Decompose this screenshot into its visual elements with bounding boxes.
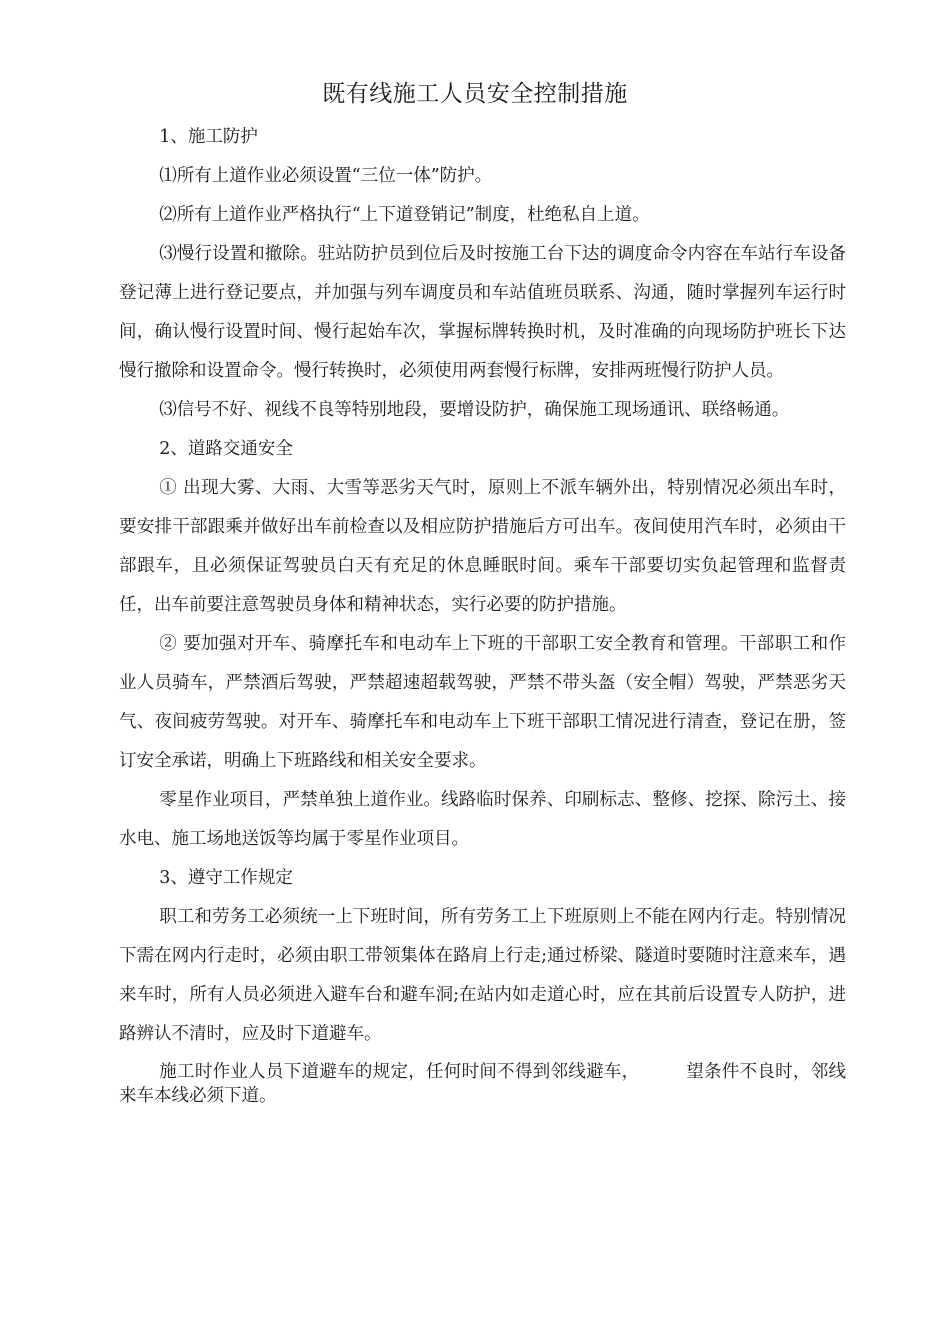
document-body	[119, 118, 846, 1108]
paragraph: 职工和劳务工必须统一上下班时间，所有劳务工上下班原则上不能在网内行走。特别情况下需在网内行走时，必须由职工带领集体在路肩上行走;通过桥梁、隧道时要随时注意来车，遇来车时，所有人员必须进入避车台和避车洞;在站内如走道心时，应在其前后设置专人防护，进路辨认不清时，应及时下道避车。	[119, 907, 846, 1044]
paragraph: ⑶信号不好、视线不良等特别地段，要增设防护，确保施工现场通讯、联络畅通。	[159, 400, 790, 420]
document-title: 既有线施工人员安全控制措施	[322, 81, 628, 107]
section-heading-3: 3、遵守工作规定	[159, 868, 293, 888]
paragraph: ① 出现大雾、大雨、大雪等恶劣天气时，原则上不派车辆外出，特别情况必须出车时，要安排干部跟乘并做好出车前检查以及相应防护措施后方可出车。夜间使用汽车时，必须由干部跟车，且必须保证驾驶员白天有充足的休息睡眠时间。乘车干部要切实负起管理和监督责任，出车前要注意驾驶员身体和精神状态，实行必要的防护措施。	[119, 478, 846, 615]
paragraph: ⑴所有上道作业必须设置“三位一体”防护。	[159, 166, 493, 186]
section-heading-1: 1、施工防护	[159, 127, 258, 147]
paragraph: 零星作业项目，严禁单独上道作业。线路临时保养、印刷标志、整修、挖探、除污土、接水电、施工场地送饭等均属于零星作业项目。	[119, 790, 846, 849]
paragraph: ② 要加强对开车、骑摩托车和电动车上下班的干部职工安全教育和管理。干部职工和作业人员骑车，严禁酒后驾驶，严禁超速超载驾驶，严禁不带头盔（安全帽）驾驶，严禁恶劣天气、夜间疲劳驾驶。对开车、骑摩托车和电动车上下班干部职工情况进行清查，登记在册，签订安全承诺，明确上下班路线和相关安全要求。	[119, 634, 846, 771]
paragraph: ⑶慢行设置和撤除。驻站防护员到位后及时按施工台下达的调度命令内容在车站行车设备登记薄上进行登记要点，并加强与列车调度员和车站值班员联系、沟通，随时掌握列车运行时间，确认慢行设置时间、慢行起始车次，掌握标牌转换时机，及时准确的向现场防护班长下达慢行撤除和设置命令。慢行转换时，必须使用两套慢行标牌，安排两班慢行防护人员。	[119, 244, 846, 381]
paragraph: ⑵所有上道作业严格执行“上下道登销记”制度，杜绝私自上道。	[159, 205, 650, 225]
paragraph: 施工时作业人员下道避车的规定，任何时间不得到邻线避车， 望条件不良时，邻线来车本线必须下道。	[119, 1062, 846, 1106]
section-heading-2: 2、道路交通安全	[159, 439, 293, 459]
